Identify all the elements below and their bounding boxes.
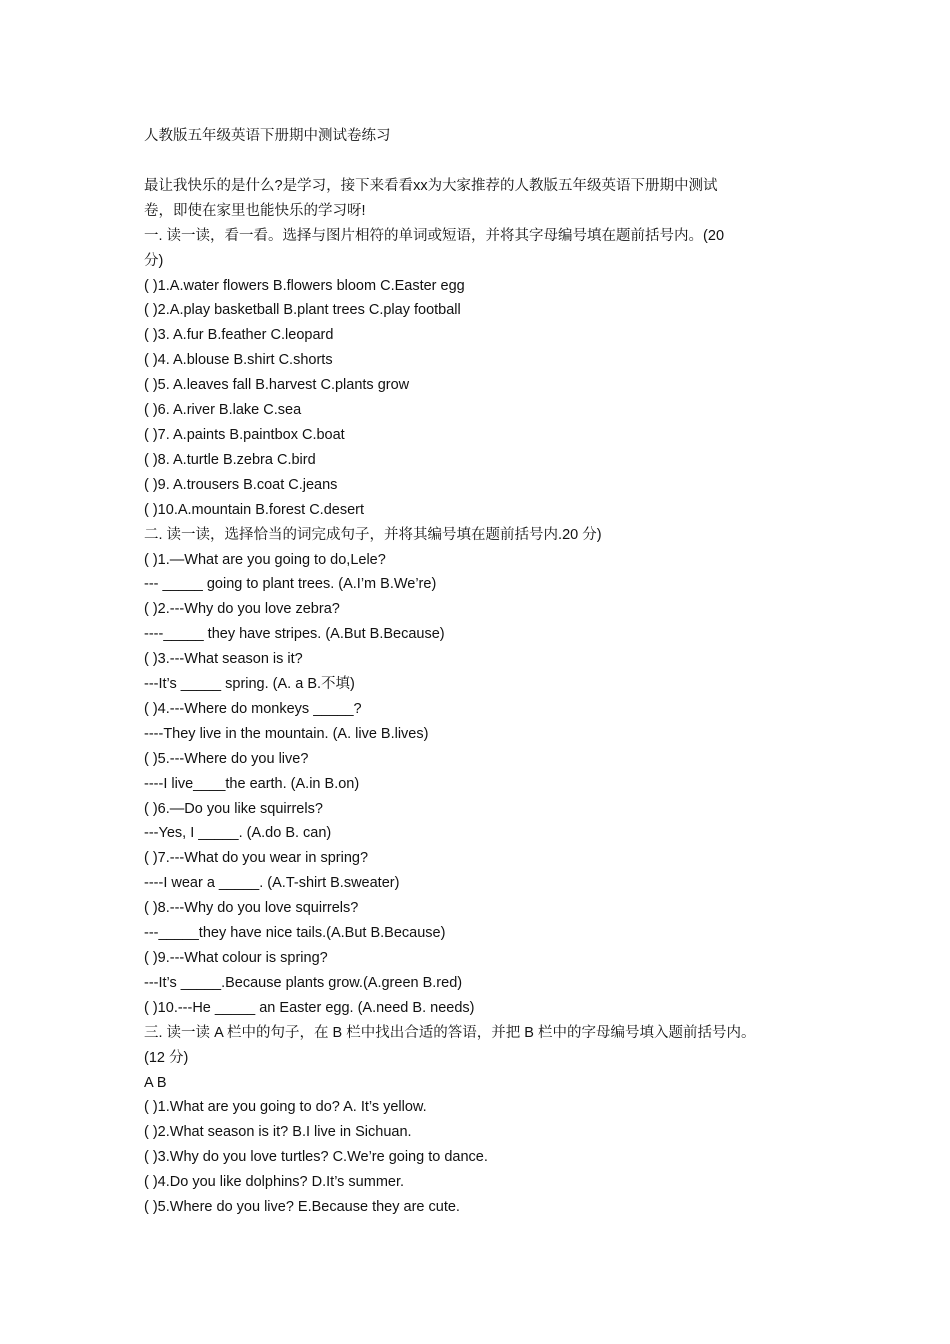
question-line: ( )4. A.blouse B.shirt C.shorts (144, 352, 333, 369)
answer-line: ----They live in the mountain. (A. live B.lives) (144, 725, 429, 742)
question-line: ( )9.---What colour is spring? (144, 950, 328, 966)
question-line: ( )5.---Where do you live? (144, 750, 309, 767)
question-line: ( )7.---What do you wear in spring? (144, 850, 369, 867)
section-3-heading: 三. 读一读 A 栏中的句子，在 B 栏中找出合适的答语，并把 B 栏中的字母编号填入题前括号内。 (144, 1024, 756, 1041)
document-title: 人教版五年级英语下册期中测试卷练习 (144, 128, 391, 144)
question-line: ( )10.A.mountain B.forest C.desert (144, 501, 365, 518)
match-line: ( )3.Why do you love turtles? C.We’re going to dance. (144, 1149, 488, 1166)
answer-line: ---_____they have nice tails.(A.But B.Because) (144, 925, 446, 942)
question-line: ( )2.A.play basketball B.plant trees C.play football (144, 302, 461, 319)
question-line: ( )10.---He _____ an Easter egg. (A.need B. needs) (144, 999, 475, 1016)
answer-line: ----_____ they have stripes. (A.But B.Because) (144, 626, 445, 643)
question-line: ( )9. A.trousers B.coat C.jeans (144, 476, 338, 493)
intro-line: 卷，即使在家里也能快乐的学习呀! (144, 202, 366, 219)
match-line: ( )4.Do you like dolphins? D.It’s summer. (144, 1174, 405, 1191)
question-line: ( )1.A.water flowers B.flowers bloom C.Easter egg (144, 277, 465, 294)
question-line: ( )6.—Do you like squirrels? (144, 800, 323, 817)
document-page (144, 124, 824, 1220)
answer-line: ---It’s _____ spring. (A. a B.不填) (144, 676, 355, 693)
question-line: ( )1.—What are you going to do,Lele? (144, 551, 386, 568)
question-line: ( )5. A.leaves fall B.harvest C.plants grow (144, 377, 410, 394)
question-line: ( )6. A.river B.lake C.sea (144, 402, 302, 419)
question-line: ( )3. A.fur B.feather C.leopard (144, 327, 334, 344)
answer-line: ----I live____the earth. (A.in B.on) (144, 775, 360, 792)
question-line: ( )4.---Where do monkeys _____? (144, 700, 362, 717)
match-line: ( )1.What are you going to do? A. It’s yellow. (144, 1099, 427, 1116)
question-line: ( )2.---Why do you love zebra? (144, 601, 340, 618)
answer-line: ----I wear a _____. (A.T-shirt B.sweater) (144, 875, 400, 892)
question-line: ( )8.---Why do you love squirrels? (144, 900, 359, 917)
column-labels: A B (144, 1074, 167, 1091)
question-line: ( )7. A.paints B.paintbox C.boat (144, 426, 345, 443)
section-1-heading: 一. 读一读，看一看。选择与图片相符的单词或短语，并将其字母编号填在题前括号内。(20 (144, 227, 725, 244)
answer-line: ---It’s _____.Because plants grow.(A.green B.red) (144, 974, 463, 991)
section-1-heading-cont: 分) (144, 252, 164, 269)
match-line: ( )5.Where do you live? E.Because they are cute. (144, 1199, 460, 1216)
question-line: ( )3.---What season is it? (144, 651, 303, 668)
answer-line: --- _____ going to plant trees. (A.I’m B.We’re) (144, 576, 437, 593)
section-3-heading-cont: (12 分) (144, 1049, 189, 1066)
question-line: ( )8. A.turtle B.zebra C.bird (144, 451, 316, 468)
answer-line: ---Yes, I _____. (A.do B. can) (144, 825, 332, 842)
intro-line: 最让我快乐的是什么?是学习，接下来看看xx为大家推荐的人教版五年级英语下册期中测试 (144, 177, 718, 194)
section-2-heading: 二. 读一读，选择恰当的词完成句子，并将其编号填在题前括号内.20 分) (144, 526, 602, 543)
match-line: ( )2.What season is it? B.I live in Sichuan. (144, 1124, 412, 1141)
